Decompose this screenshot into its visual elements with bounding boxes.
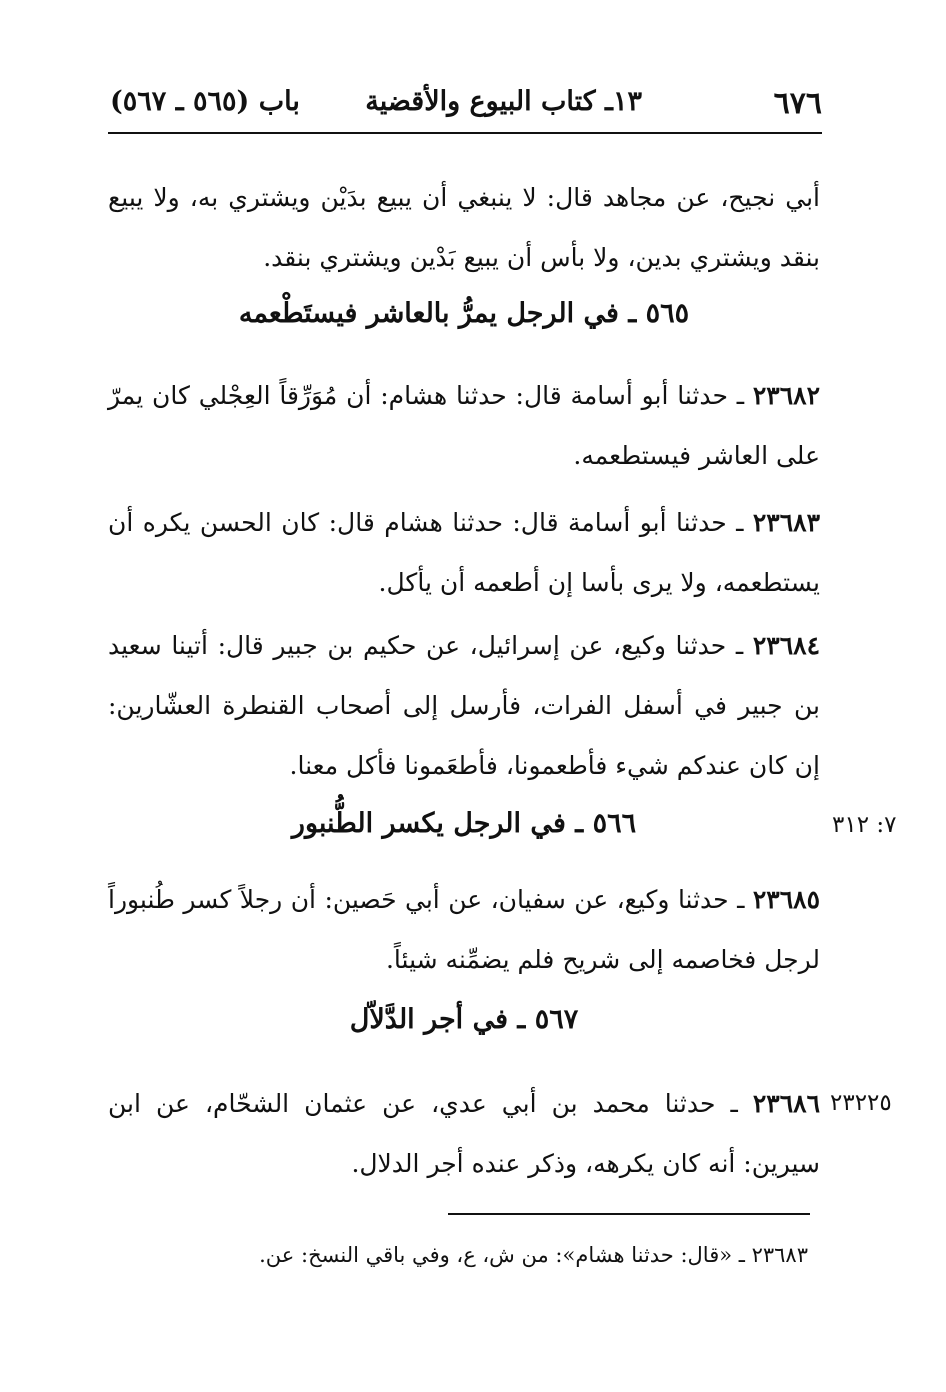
hadith-23684 (108, 616, 820, 796)
chapter-heading-565: ٥٦٥ ـ في الرجل يمرُّ بالعاشر فيستَطْعمه (238, 298, 690, 329)
hadith-text: ـ حدثنا أبو أسامة قال: حدثنا هشام قال: كان الحسن يكره أن يستطعمه، ولا يرى بأسا إن أطعمه أن يأكل. (108, 508, 820, 597)
footnote: ٢٣٦٨٣ ـ «قال: حدثنا هشام»: من ش، ع، وفي باقي النسخ: عن. (259, 1243, 808, 1267)
page-header (110, 86, 822, 130)
hadith-text: ـ حدثنا أبو أسامة قال: حدثنا هشام: أن مُوَرِّقاً العِجْلي كان يمرّ على العاشر فيستطعمه. (108, 381, 820, 470)
intro-paragraph: أبي نجيح، عن مجاهد قال: لا ينبغي أن يبيع بدَيْن ويشتري به، ولا يبيع بنقد ويشتري بدين، ولا بأس أن يبيع بَدْين ويشتري بنقد. (108, 183, 820, 272)
hadith-text: ـ حدثنا محمد بن أبي عدي، عن عثمان الشحّام، عن ابن سيرين: أنه كان يكرهه، وذكر عنده أجر الدلال. (108, 1089, 820, 1178)
page-number: ٦٧٦ (773, 86, 822, 121)
hadith-text: ـ حدثنا وكيع، عن سفيان، عن أبي حَصين: أن رجلاً كسر طُنبوراً لرجل فخاصمه إلى شريح فلم يضمِّنه شيئاً. (108, 885, 820, 974)
margin-reference-23686: ٢٣٢٢٥ (830, 1090, 892, 1116)
chapter-range: باب (٥٦٥ ـ ٥٦٧) (110, 86, 300, 117)
book-title: ١٣ـ كتاب البيوع والأقضية (365, 86, 642, 117)
footnote-divider (448, 1213, 810, 1215)
hadith-23683 (108, 493, 820, 613)
chapter-heading-567: ٥٦٧ ـ في أجر الدَّلاّل (349, 1004, 579, 1035)
hadith-text: ـ حدثنا وكيع، عن إسرائيل، عن حكيم بن جبير قال: أتينا سعيد بن جبير في أسفل الفرات، فأرسل إلى أصحاب القنطرة العشّارين: إن كان عندكم شيء فأطعمونا، فأطعَمونا فأكل معنا. (108, 631, 820, 780)
hadith-23682 (108, 366, 820, 486)
hadith-23686 (108, 1074, 820, 1194)
margin-reference-566: ٧: ٣١٢ (832, 812, 897, 838)
hadith-number: ٢٣٦٨٢ (752, 381, 820, 410)
chapter-heading-566: ٥٦٦ ـ في الرجل يكسر الطُّنبور (291, 808, 637, 839)
hadith-number: ٢٣٦٨٦ (752, 1089, 820, 1118)
hadith-number: ٢٣٦٨٤ (752, 631, 820, 660)
hadith-number: ٢٣٦٨٣ (752, 508, 820, 537)
hadith-number: ٢٣٦٨٥ (752, 885, 820, 914)
header-divider (108, 132, 822, 134)
hadith-23685 (108, 870, 820, 990)
